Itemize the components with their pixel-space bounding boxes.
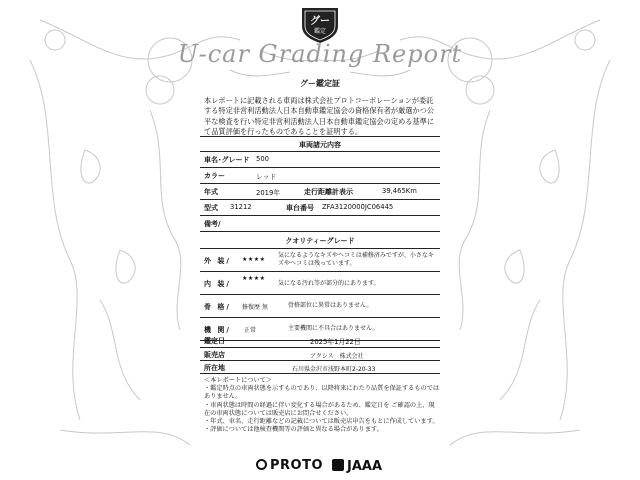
appraisal-row-address: [200, 361, 440, 374]
interior-desc: 気になる汚れ等が部分的にあります。: [278, 280, 380, 287]
note-heading: ＜本レポートについて＞: [204, 377, 272, 384]
quality-section-title: クオリティーグレード: [285, 237, 355, 245]
interior-stars: ★★★★: [242, 275, 266, 282]
spec-row-remarks: [200, 216, 440, 232]
spec-top-line: [200, 136, 440, 137]
appraisal-row-date: [200, 334, 440, 348]
model-value: 31212: [230, 203, 252, 211]
spec-row-model: [200, 200, 440, 216]
jaaa-logo-text: JAAA: [347, 459, 383, 474]
jaaa-mark-icon: [332, 459, 344, 471]
spec-row-color: [200, 168, 440, 184]
note-item: ・年式、車名、走行距離などの記載については販売店申告をもとに作成しています。: [204, 418, 439, 426]
report-notes: [204, 377, 440, 434]
jaaa-logo: [332, 458, 382, 474]
note-item: ・評価については他検査機関等の評価と異なる場合があります。: [204, 426, 383, 434]
exterior-stars: ★★★★: [242, 256, 266, 263]
quality-row-exterior: [200, 249, 440, 272]
note-item: ・鑑定時点の車両状態を示すものであり、以降将来にわたり品質を保証するものではありません。: [204, 385, 440, 401]
engine-desc: 主要機関に不具合はありません。: [288, 325, 379, 332]
frame-desc: 骨格部位に異常はありません。: [288, 302, 373, 309]
address-value: 石川県金沢市浅野本町2-20-33: [292, 366, 376, 373]
year-value: 2019年: [256, 189, 281, 197]
chassis-label: 車台番号: [286, 204, 314, 212]
mileage-value: 39,465Km: [382, 187, 417, 195]
year-label: 年式: [204, 188, 218, 196]
emblem-text: グー: [310, 16, 330, 27]
frame-label: 骨 格/: [204, 303, 231, 311]
color-value: レッド: [256, 173, 277, 181]
mileage-label: 走行距離計表示: [304, 188, 353, 196]
exterior-desc: 気になるようなキズやヘコミは補修済みですが、小さなキズやヘコミは残っています。: [278, 252, 434, 267]
model-label: 型式: [204, 204, 218, 212]
date-label: 鑑定日: [204, 337, 225, 345]
exterior-label: 外 装/: [204, 257, 231, 265]
quality-row-interior: [200, 272, 440, 295]
engine-label: 機 関/: [204, 326, 231, 334]
spec-row-name-grade: [200, 152, 440, 168]
emblem-subtext: 鑑定: [313, 28, 326, 35]
appraisal-row-shop: [200, 348, 440, 361]
footer-logos: [0, 456, 640, 476]
name-grade-value: 500: [256, 155, 269, 163]
frame-rating: 修復歴 無: [242, 304, 268, 311]
intro-paragraph: 本レポートに記載される車両は株式会社プロトコーポレーションが委託する特定非営利活動法人日本自動車鑑定協会の資格保有者が厳選かつ公平な検査を行い特定非営利活動法人日本自動車鑑定協会の定める基準にて品質評価を行ったものであることを証明する。: [204, 96, 435, 137]
shop-value: アクシス 株式会社: [310, 353, 364, 360]
spec-row-year: [200, 184, 440, 200]
note-item: ・車両状態は時間の経過に伴い変化する場合があるため、鑑定日を ご確認の上、現在の車両状態については販売店にお問合せください。: [204, 401, 435, 417]
proto-mark-icon: [256, 459, 267, 470]
name-grade-label: 車名･グレード: [204, 156, 250, 164]
spec-section-title: 車両諸元内容: [299, 141, 341, 149]
proto-logo-text: PROTO: [270, 458, 324, 473]
quality-row-frame: [200, 295, 440, 318]
address-label: 所在地: [204, 364, 225, 372]
chassis-value: ZFA3120000JC06445: [322, 203, 394, 211]
remarks-label: 備考/: [204, 220, 221, 228]
proto-logo: [256, 458, 323, 473]
goo-appraisal-emblem: [298, 4, 342, 44]
interior-label: 内 装/: [204, 280, 231, 288]
report-script-title: U-car Grading Report: [177, 40, 463, 68]
date-value: 2025年1月22日: [310, 338, 361, 346]
report-subtitle: グー鑑定証: [300, 79, 340, 88]
shop-label: 販売店: [204, 351, 225, 359]
color-label: カラー: [204, 172, 225, 180]
engine-rating: 正常: [244, 327, 257, 334]
